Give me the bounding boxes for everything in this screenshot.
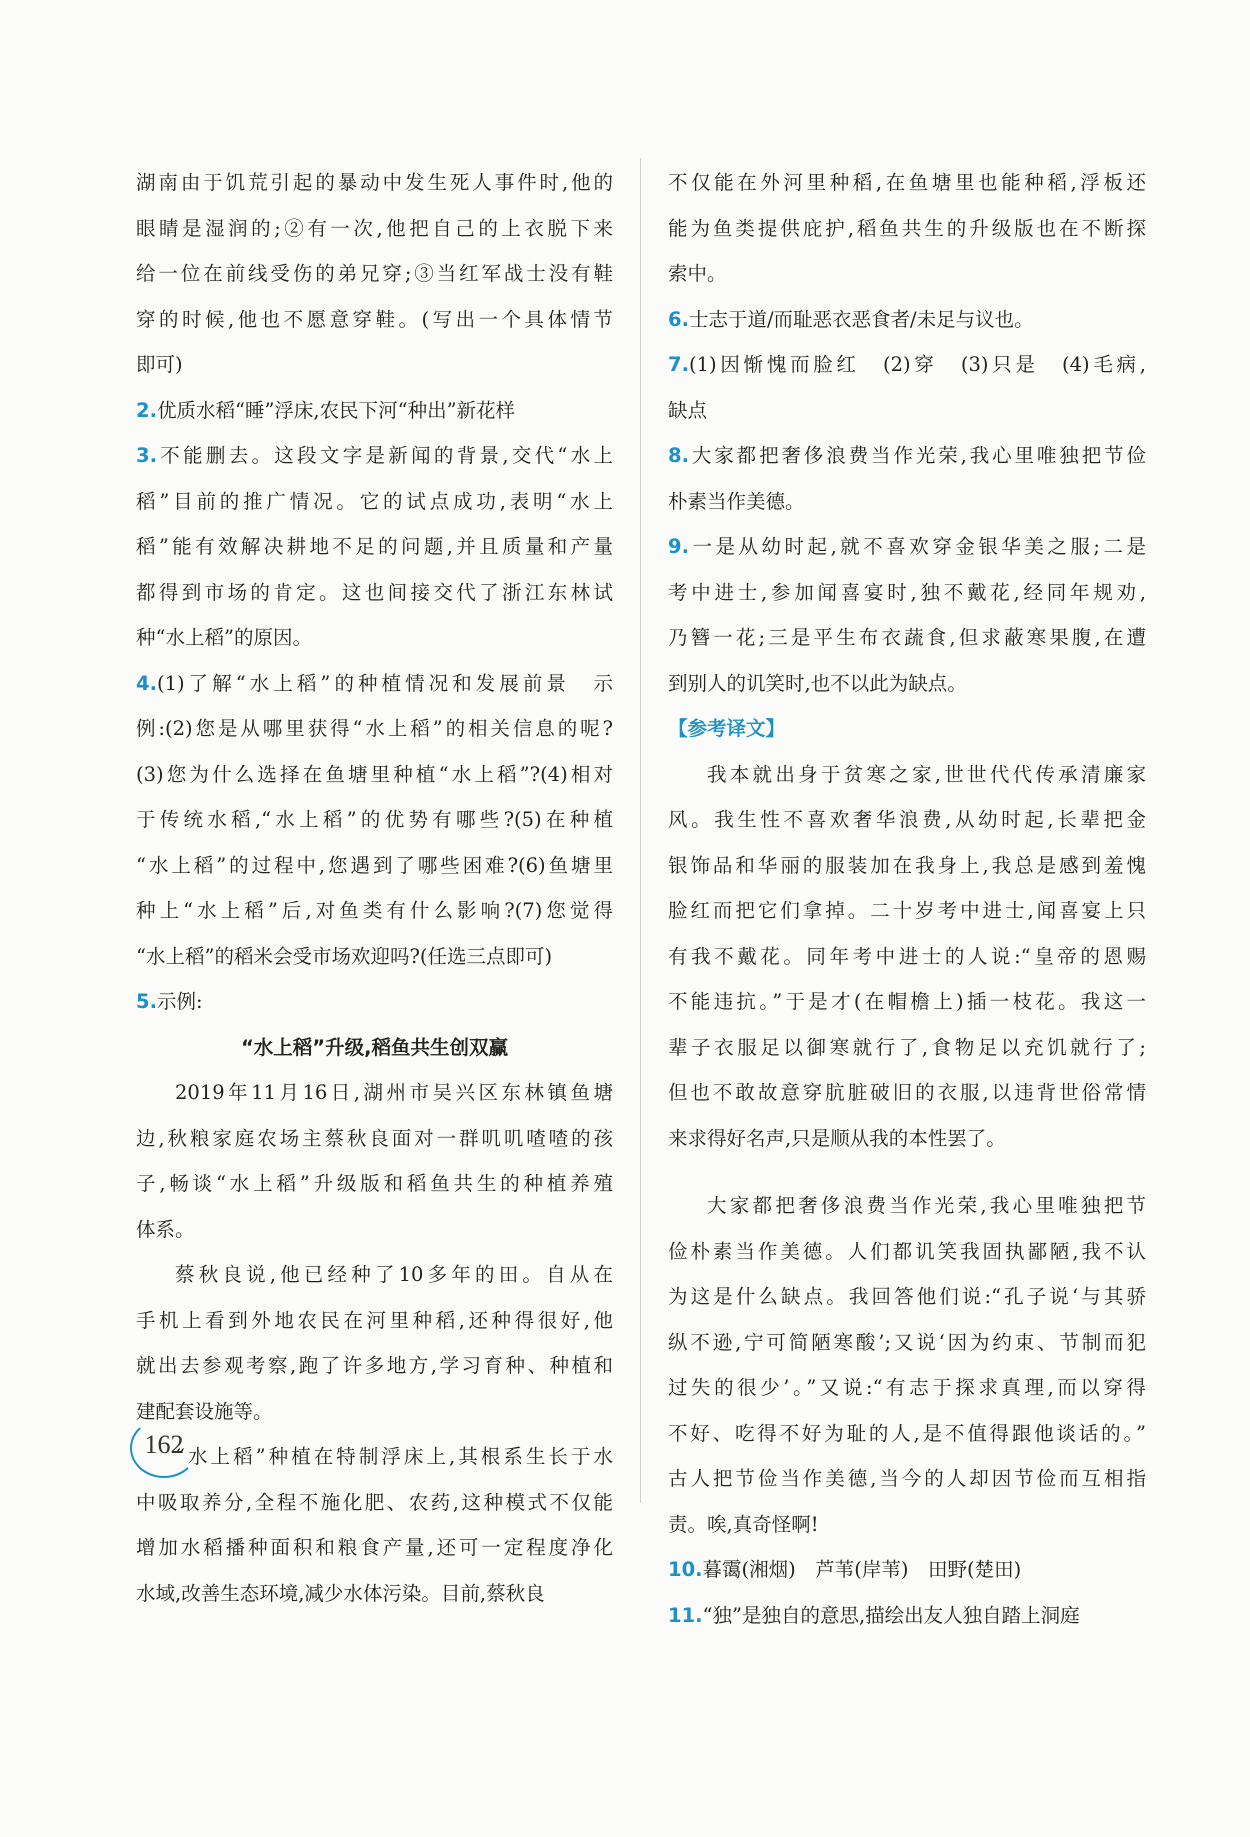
text-line [136, 843, 613, 889]
text-line [136, 160, 613, 206]
text-line [136, 888, 613, 934]
line-text: 乃簪一花;三是平生布衣蔬食,但求蔽寒果腹,在遭 [668, 626, 1146, 649]
text-line [668, 251, 1146, 297]
article-line: 风。我生性不喜欢奢华浪费,从幼时起,长辈把金 [668, 808, 1146, 831]
article-line: 就出去参观考察,跑了许多地方,学习育种、种植和 [136, 1354, 613, 1377]
line-text: 优质水稻“睡”浮床,农民下河“种出”新花样 [156, 398, 516, 422]
article-line: 体系。 [136, 1217, 195, 1241]
text-line [668, 570, 1146, 616]
text-line [136, 934, 613, 980]
question-number: 5. [136, 990, 157, 1013]
answer-line [136, 979, 613, 1025]
question-number: 3. [136, 444, 157, 467]
article-line: 银饰品和华丽的服装加在我身上,我总是感到羞愧 [668, 853, 1146, 877]
line-text: 不能删去。这段文字是新闻的背景,交代“水上 [156, 444, 613, 467]
answer-line [136, 661, 613, 707]
text-line [136, 615, 613, 661]
article-line: “水上稻”种植在特制浮床上,其根系生长于水 [175, 1445, 613, 1468]
line-text: “水上稻”的过程中,您遇到了哪些困难?(6)鱼塘里 [136, 853, 613, 877]
line-text: “水上稻”的稻米会受市场欢迎吗?(任选三点即可) [136, 944, 553, 968]
text-line [136, 570, 613, 616]
line-text: 例:(2)您是从哪里获得“水上稻”的相关信息的呢? [136, 717, 613, 740]
question-number: 2. [136, 398, 157, 422]
question-number: 6. [668, 307, 689, 331]
article-line: 水域,改善生态环境,减少水体污染。目前,蔡秋良 [136, 1581, 545, 1605]
left-column [136, 160, 613, 1616]
text-line [668, 388, 1146, 434]
article-line: 俭朴素当作美德。人们都讥笑我固执鄙陋,我不认 [668, 1239, 1146, 1263]
text-line [136, 797, 613, 843]
article-line: 手机上看到外地农民在河里种稻,还种得很好,他 [136, 1308, 613, 1332]
line-text: 眼睛是湿润的;②有一次,他把自己的上衣脱下来 [136, 216, 613, 240]
article-line: 过失的很少’。”又说:“有志于探求真理,而以穿得 [668, 1376, 1146, 1399]
answer-line [668, 342, 1146, 388]
answer-line [668, 297, 1146, 343]
article-heading: “水上稻”升级,稻鱼共生创双赢 [240, 1035, 509, 1059]
line-text: (1)了解“水上稻”的种植情况和发展前景 示 [156, 671, 613, 695]
article-line: 增加水稻播种面积和粮食产量,还可一定程度净化 [136, 1536, 613, 1559]
line-text: (1)因惭愧而脸红 (2)穿 (3)只是 (4)毛病, [688, 353, 1146, 376]
article-line: 责。唉,真奇怪啊! [668, 1512, 819, 1536]
article-line: 蔡秋良说,他已经种了10多年的田。自从在 [175, 1263, 613, 1286]
line-text: 暮霭(湘烟) 芦苇(岸苇) 田野(楚田) [702, 1558, 1022, 1581]
text-line [136, 206, 613, 252]
line-text: 不仅能在外河里种稻,在鱼塘里也能种稻,浮板还 [668, 171, 1146, 194]
line-text: 给一位在前线受伤的弟兄穿;③当红军战士没有鞋 [136, 262, 613, 285]
text-line [136, 297, 613, 343]
line-text: 索中。 [668, 262, 727, 285]
right-column [668, 160, 1146, 1638]
text-line [136, 342, 613, 388]
line-text: 大家都把奢侈浪费当作光荣,我心里唯独把节俭 [688, 444, 1146, 467]
line-text: 到别人的讥笑时,也不以此为缺点。 [668, 671, 967, 695]
line-text: 稻”能有效解决耕地不足的问题,并且质量和产量 [136, 535, 613, 558]
line-text: 湖南由于饥荒引起的暴动中发生死人事件时,他的 [136, 171, 613, 194]
article-line: 中吸取养分,全程不施化肥、农药,这种模式不仅能 [136, 1490, 613, 1514]
answer-line [668, 1547, 1146, 1593]
question-number: 7. [668, 353, 689, 376]
article-line: 纵不逊,宁可简陋寒酸’;又说‘因为约束、节制而犯 [668, 1330, 1146, 1354]
line-text: 能为鱼类提供庇护,稻鱼共生的升级版也在不断探 [668, 216, 1146, 240]
article-line: 脸红而把它们拿掉。二十岁考中进士,闻喜宴上只 [668, 899, 1146, 922]
text-line [136, 752, 613, 798]
line-text: 即可) [136, 353, 183, 376]
text-line [136, 251, 613, 297]
text-line [136, 479, 613, 525]
article-line: 古人把节俭当作美德,当今的人却因节俭而互相指 [668, 1467, 1146, 1490]
line-text: 缺点 [668, 398, 708, 422]
page-number: 162 [144, 1430, 184, 1459]
article-line: 辈子衣服足以御寒就行了,食物足以充饥就行了; [668, 1035, 1146, 1059]
paragraph-gap [668, 1161, 1146, 1183]
article-line: 但也不敢故意穿肮脏破旧的衣服,以违背世俗常情 [668, 1081, 1146, 1104]
answer-line [668, 1593, 1146, 1639]
article-line: 大家都把奢侈浪费当作光荣,我心里唯独把节 [707, 1194, 1146, 1217]
question-number: 10. [668, 1558, 703, 1581]
article-line: 为这是什么缺点。我回答他们说:“孔子说‘与其骄 [668, 1285, 1146, 1308]
question-number: 11. [668, 1603, 703, 1627]
line-text: “独”是独自的意思,描绘出友人独自踏上洞庭 [702, 1603, 1080, 1627]
answer-line [136, 433, 613, 479]
answer-line [668, 524, 1146, 570]
article-line: 子,畅谈“水上稻”升级版和稻鱼共生的种植养殖 [136, 1172, 613, 1195]
text-line [136, 524, 613, 570]
line-text: 示例: [156, 990, 203, 1013]
line-text: 考中进士,参加闻喜宴时,独不戴花,经同年规劝, [668, 580, 1146, 604]
line-text: 稻”目前的推广情况。它的试点成功,表明“水上 [136, 489, 613, 513]
text-line [668, 160, 1146, 206]
line-text: 朴素当作美德。 [668, 489, 805, 513]
text-line [668, 615, 1146, 661]
answer-line [136, 388, 613, 434]
line-text: 种上“水上稻”后,对鱼类有什么影响?(7)您觉得 [136, 899, 613, 922]
article-line: 来求得好名声,只是顺从我的本性罢了。 [668, 1126, 1006, 1150]
question-number: 9. [668, 535, 689, 558]
column-divider [640, 158, 641, 1503]
reference-translation-tag: 【参考译文】 [668, 717, 786, 740]
text-line [668, 206, 1146, 252]
article-line: 2019年11月16日,湖州市吴兴区东林镇鱼塘 [175, 1081, 613, 1104]
article-line: 建配套设施等。 [136, 1399, 273, 1423]
answer-line [668, 433, 1146, 479]
line-text: 一是从幼时起,就不喜欢穿金银华美之服;二是 [688, 535, 1146, 558]
text-line [668, 661, 1146, 707]
text-line [668, 479, 1146, 525]
article-line: 不能违抗。”于是才(在帽檐上)插一枝花。我这一 [668, 990, 1146, 1013]
line-text: 士志于道/而耻恶衣恶食者/未足与议也。 [688, 307, 1034, 331]
question-number: 8. [668, 444, 689, 467]
question-number: 4. [136, 671, 157, 695]
line-text: 种“水上稻”的原因。 [136, 626, 312, 649]
article-line: 有我不戴花。同年考中进士的人说:“皇帝的恩赐 [668, 944, 1146, 968]
line-text: 都得到市场的肯定。这也间接交代了浙江东林试 [136, 580, 613, 604]
article-line: 边,秋粮家庭农场主蔡秋良面对一群叽叽喳喳的孩 [136, 1126, 613, 1150]
article-line: 不好、吃得不好为耻的人,是不值得跟他谈话的。” [668, 1421, 1146, 1445]
line-text: 穿的时候,他也不愿意穿鞋。(写出一个具体情节 [136, 307, 613, 331]
line-text: 于传统水稻,“水上稻”的优势有哪些?(5)在种植 [136, 808, 613, 831]
line-text: (3)您为什么选择在鱼塘里种植“水上稻”?(4)相对 [136, 762, 613, 786]
text-line [136, 706, 613, 752]
article-line: 我本就出身于贫寒之家,世世代代传承清廉家 [707, 762, 1146, 786]
